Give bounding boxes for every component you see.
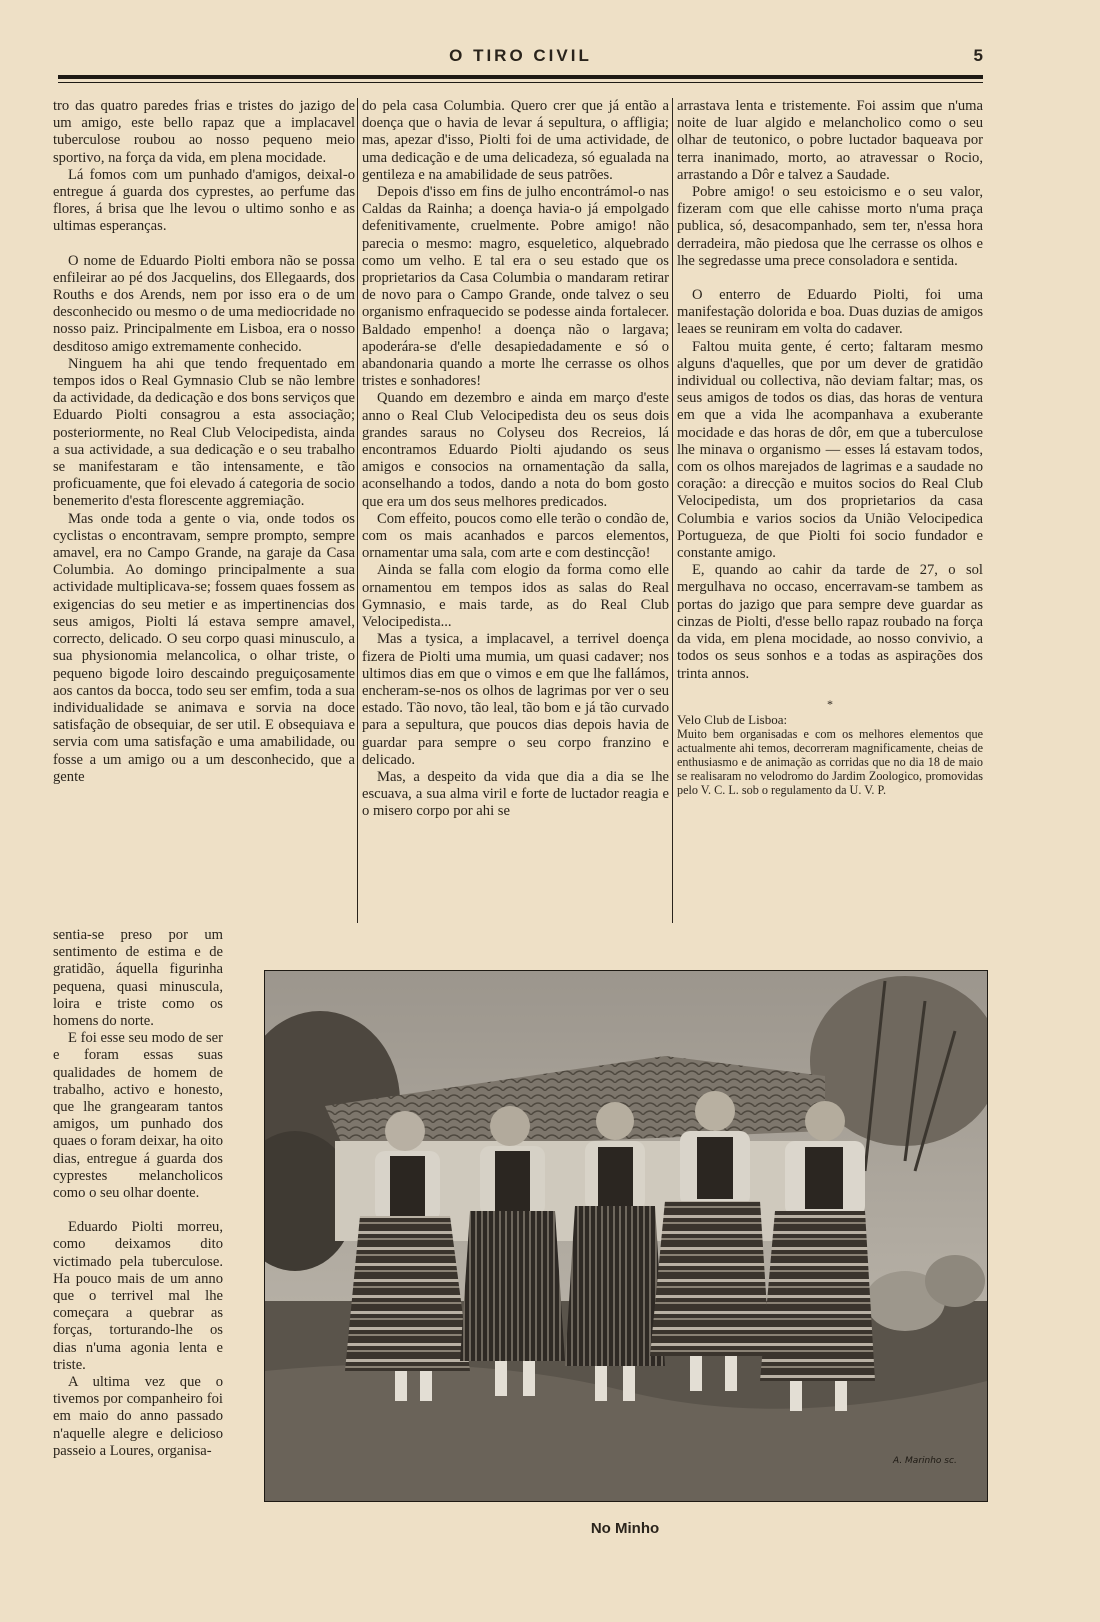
column-divider-2: [672, 98, 673, 923]
photo-illustration: [265, 971, 987, 1501]
note-body: Muito bem organisadas e com os melhores elementos que actualmente ahi temos, decorreram magnificamente, cheias de enthusiasmo e de animação as corridas que no dia 18 de maio se realisaram no velodromo do Jardim Zoologico, promovidas pelo V. C. L. sob o regulamento da U. V. P.: [677, 726, 983, 797]
paragraph: E foi esse seu modo de ser e foram essas suas qualidades de homem de trabalho, activo e honesto, que lhe grangearam tantos amigos, um punhado dos quaes o foram deixar, ha oito dias, entregue á guarda dos cyprestes melancholicos como o seu olhar doente.: [53, 1030, 223, 1202]
paragraph: Faltou muita gente, é certo; faltaram mesmo alguns d'aquelles, que por um dever de gratidão individual ou collectiva, não deviam faltar; mas, os seus amigos de todos os dias, das horas de ventura em que a vida lhe acompanhava a exuberante mocidade e das horas de dôr, em que a tuberculose lhe minava o organismo — esses lá estavam todos, com os olhos marejados de lagrimas e a saudade no coração: a direcção e muitos socios do Real Club Velocipedista, um dos proprietarios da casa Columbia e varios socios da União Velocipedica Portugueza, de que Piolti foi socio fundador e constante amigo.: [677, 338, 983, 562]
paragraph: tro das quatro paredes frias e tristes do jazigo de um amigo, este bello rapaz que a implacavel tuberculose roubou ao nosso pequeno meio sportivo, na força da vida, em plena mocidade.: [53, 98, 355, 166]
note-title: Velo Club de Lisboa:: [677, 711, 788, 727]
photograph: [264, 970, 988, 1502]
paragraph: Mas a tysica, a implacavel, a terrivel doença fizera de Piolti uma mumia, um quasi cadaver; nos ultimos dias em que o vimos e em que lhe fallámos, encheram-se-nos os olhos de lagrimas por ver o seu estado. Tão novo, tão leal, tão bom e já tão curvado para a sepultura, que poucos dias depois havia de guardar para sempre o seu corpo franzino e delicado.: [362, 631, 669, 768]
paragraph: O enterro de Eduardo Piolti, foi uma manifestação dolorida e boa. Duas duzias de amigos leaes se reuniram em volta do cadaver.: [677, 287, 983, 338]
separator-star: *: [827, 696, 833, 711]
sports-note: [677, 697, 983, 797]
paragraph: Pobre amigo! o seu estoicismo e o seu valor, fizeram com que elle cahisse morto n'uma praça publica, só, desacompanhado, sem ter, n'essa hora derradeira, mão piedosa que lhe cerrasse os olhos e lhe segredasse uma prece consoladora e sentida.: [677, 184, 983, 269]
paragraph: Mas onde toda a gente o via, onde todos os cyclistas o encontravam, sempre prompto, sempre amavel, era no Campo Grande, na garaje da Casa Columbia. Ao domingo principalmente a sua actividade multiplicava-se; fossem quaes fossem as exigencias do seu metier e as impertinencias dos seus amigos, Piolti lá estava sempre amavel, correcto, delicado. O seu corpo quasi minusculo, a sua physionomia melancolica, o olhar triste, o pequeno bigode loiro descaindo preguiçosamente aos cantos da bocca, todo seu ser emfim, toda a sua individualidade se animava e sorvia na doce satisfação de obsequiar, de ser util. E obsequiava e servia com uma satisfação e uma amabilidade, ou fosse a um amigo ou a um desconhecido, que a gente: [53, 510, 355, 785]
header-rule-thin: [58, 82, 983, 83]
engraver-signature: A. Marinho sc.: [893, 1456, 957, 1466]
page-header: [58, 44, 983, 68]
paragraph: arrastava lenta e tristemente. Foi assim que n'uma noite de luar algido e melancholico como o seu olhar de teutonico, o pobre luctador baqueava por terra inanimado, morto, ao atravessar o Rocio, arrastando a Dôr e talvez a Saudade.: [677, 98, 983, 183]
paragraph: Depois d'isso em fins de julho encontrámol-o nas Caldas da Rainha; a doença havia-o já empolgado defenitivamente, cruelmente. Pobre amigo! não parecia o mesmo: magro, esqueletico, alquebrado como um velho. E tal era o seu estado que os proprietarios da Casa Columbia o mandaram retirar de novo para o Campo Grande, onde talvez o seu organismo enfraquecido se podesse ainda fortalecer. Baldado empenho! a doença não o largava; apoderára-se d'elle desapiedadamente e só o abandonaria quando a morte lhe cerrasse os olhos tristes e sonhadores!: [362, 184, 669, 390]
column-divider-1: [357, 98, 358, 923]
paragraph: Lá fomos com um punhado d'amigos, deixal-o entregue á guarda dos cyprestes, ao perfume das flores, á brisa que lhe levou o ultimo sonho e as ultimas esperanças.: [53, 166, 355, 235]
paragraph: Eduardo Piolti morreu, como deixamos dito victimado pela tuberculose. Ha pouco mais de um anno que o terrivel mal lhe começara a quebrar as forças, torturando-lhe os dias n'uma agonia lenta e triste.: [53, 1219, 223, 1373]
paragraph: sentia-se preso por um sentimento de estima e de gratidão, áquella figurinha pequena, quasi minuscula, loira e triste como os homens do norte.: [53, 927, 223, 1030]
paragraph: Com effeito, poucos como elle terão o condão de, com os mais acanhados e parcos elementos, ornamentar uma sala, com arte e com destincção!: [362, 510, 669, 562]
newspaper-title: O TIRO CIVIL: [449, 46, 592, 65]
paragraph: do pela casa Columbia. Quero crer que já então a doença que o havia de levar á sepultura, o affligia; mas, apezar d'isso, Piolti foi de uma actividade, de uma dedicação e de uma delicadeza, só egualada na gentileza e na amabilidade de seus patrões.: [362, 98, 669, 183]
photo-caption: No Minho: [590, 1520, 660, 1537]
header-rule-thick: [58, 75, 983, 79]
paragraph: E, quando ao cahir da tarde de 27, o sol mergulhava no occaso, encerravam-se tambem as portas do jazigo que para sempre deve guardar as cinzas de Piolti, d'esse bello rapaz roubado na força da vida, em plena mocidade, ao nosso convivio, a todos os seus sonhos e a todas as aspirações dos trinta annos.: [677, 562, 983, 682]
column-2: [362, 98, 669, 821]
column-1: [53, 98, 355, 786]
paragraph: Quando em dezembro e ainda em março d'este anno o Real Club Velocipedista deu os seus dois grandes saraus no Colyseu dos Recreios, lá encontramos Eduardo Piolti ajudando os seus amigos e consocios na ornamentação da salla, aconselhando a todos, dando a nota do bom gosto que era um dos seus melhores predicados.: [362, 390, 669, 510]
column-1-continued: [53, 927, 223, 1460]
column-3: [677, 98, 983, 797]
paragraph: O nome de Eduardo Piolti embora não se possa enfileirar ao pé dos Jacquelins, dos Ellegaards, dos Rouths e dos Arends, nem por isso era o de um desconhecido ou mesmo o de uma mediocridade no nosso paiz. Principalmente em Lisboa, era o nosso desditoso amigo extremamente conhecido.: [53, 252, 355, 355]
paragraph: A ultima vez que o tivemos por companheiro foi em maio do anno passado n'aquelle alegre e delicioso passeio a Loures, organisa-: [53, 1374, 223, 1459]
paragraph: Mas, a despeito da vida que dia a dia se lhe escuava, a sua alma viril e forte de luctador reagia e o misero corpo por ahi se: [362, 768, 669, 820]
page-number: 5: [973, 46, 983, 65]
paragraph: Ainda se falla com elogio da forma como elle ornamentou em tempos idos as salas do Real Gymnasio, e mais tarde, as do Real Club Velocipedista...: [362, 562, 669, 631]
paragraph: Ninguem ha ahi que tendo frequentado em tempos idos o Real Gymnasio Club se não lembre da actividade, da dedicação e dos bons serviços que Eduardo Piolti consagrou a esta associação; posteriormente, no Real Club Velocipedista, ainda a sua actividade, a sua dedicação e o seu trabalho se manifestaram e tão intensamente, e tão proficuamente, que foi elevado á categoria de socio benemerito d'esta florescente aggremiação.: [53, 355, 355, 510]
